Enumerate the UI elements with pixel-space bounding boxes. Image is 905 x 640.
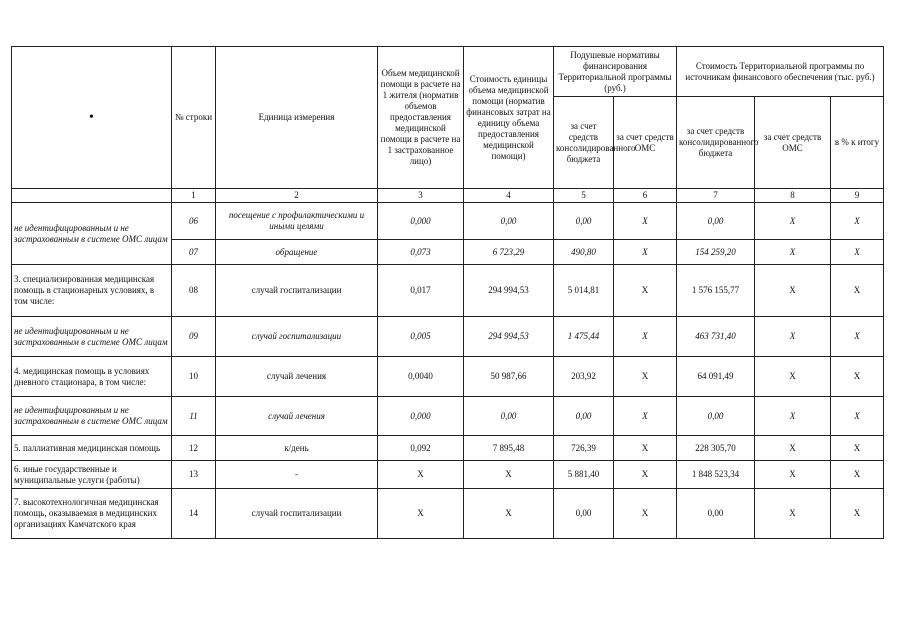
header-program-cost: Стоимость Территориальной программы по источникам финансового обеспечения (тыс. руб.) — [677, 47, 884, 97]
header-sub-oms-2: за счет средств ОМС — [755, 97, 831, 189]
header-dot: • — [89, 109, 94, 125]
table-row — [12, 317, 884, 357]
cell-pr-oms: X — [755, 436, 831, 461]
cell-pc-budget: 0,00 — [554, 489, 614, 539]
cell-cost: 294 994,53 — [464, 317, 554, 357]
row-label: 6. иные государственные и муниципальные услуги (работы) — [12, 461, 172, 489]
row-label: 3. специализированная медицинская помощь в стационарных условиях, в том числе: — [12, 265, 172, 317]
cell-pr-budget: 1 848 523,34 — [677, 461, 755, 489]
cell-pr-oms: X — [755, 240, 831, 265]
cell-volume: 0,005 — [378, 317, 464, 357]
row-label: 5. паллиативная медицинская помощь — [12, 436, 172, 461]
cell-pr-oms: X — [755, 317, 831, 357]
cell-pr-oms: X — [755, 203, 831, 240]
col-number: 8 — [755, 189, 831, 203]
cell-pct: X — [831, 397, 884, 436]
cell-cost: 0,00 — [464, 397, 554, 436]
cell-pr-oms: X — [755, 265, 831, 317]
cell-pr-budget: 463 731,40 — [677, 317, 755, 357]
cell-cost: X — [464, 489, 554, 539]
cell-pct: X — [831, 203, 884, 240]
cell-no: 13 — [172, 461, 216, 489]
cell-volume: 0,017 — [378, 265, 464, 317]
cell-pc-oms: X — [614, 240, 677, 265]
header-per-capita: Подушевые нормативы финансирования Территориальной программы (руб.) — [554, 47, 677, 97]
cell-pct: X — [831, 265, 884, 317]
cell-cost: 0,00 — [464, 203, 554, 240]
cell-cost: 50 987,66 — [464, 357, 554, 397]
table-row — [12, 489, 884, 539]
header-row-no: № строки — [172, 47, 216, 189]
cell-pct: X — [831, 461, 884, 489]
cell-unit: к/день — [216, 436, 378, 461]
cell-unit: случай лечения — [216, 357, 378, 397]
table-row — [12, 397, 884, 436]
cell-cost: X — [464, 461, 554, 489]
header-unit: Единица измерения — [216, 47, 378, 189]
cell-pct: X — [831, 489, 884, 539]
cell-pr-budget: 1 576 155,77 — [677, 265, 755, 317]
cell-pr-budget: 64 091,49 — [677, 357, 755, 397]
header-sub-oms: за счет средств ОМС — [614, 97, 677, 189]
col-number-blank — [12, 189, 172, 203]
cell-pc-budget: 726,39 — [554, 436, 614, 461]
cell-pr-budget: 0,00 — [677, 203, 755, 240]
cell-pc-oms: X — [614, 317, 677, 357]
header-sub-budget: за счет средств консолидированного бюджета — [554, 97, 614, 189]
row-label: не идентифицированным и не застрахованным в системе ОМС лицам — [12, 317, 172, 357]
table-row — [12, 203, 884, 240]
header-volume: Объем медицинской помощи в расчете на 1 жителя (норматив объемов предоставления медицинской помощи в расчете на 1 застрахованное лицо) — [378, 47, 464, 189]
cell-volume: 0,0040 — [378, 357, 464, 397]
col-number: 5 — [554, 189, 614, 203]
header-blank-cell — [12, 47, 172, 189]
col-number: 6 — [614, 189, 677, 203]
row-label: 4. медицинская помощь в условиях дневного стационара, в том числе: — [12, 357, 172, 397]
col-number: 2 — [216, 189, 378, 203]
cell-unit: случай госпитализации — [216, 265, 378, 317]
cell-cost: 7 895,48 — [464, 436, 554, 461]
cell-pc-oms: X — [614, 357, 677, 397]
cell-cost: 6 723,29 — [464, 240, 554, 265]
cell-pct: X — [831, 357, 884, 397]
cell-pc-oms: X — [614, 436, 677, 461]
cell-pr-oms: X — [755, 397, 831, 436]
cell-pr-budget: 0,00 — [677, 397, 755, 436]
cell-no: 11 — [172, 397, 216, 436]
cell-no: 14 — [172, 489, 216, 539]
territorial-program-table — [11, 46, 884, 539]
cell-pc-oms: X — [614, 265, 677, 317]
col-number: 9 — [831, 189, 884, 203]
cell-pc-oms: X — [614, 461, 677, 489]
cell-unit: - — [216, 461, 378, 489]
cell-pc-budget: 5 014,81 — [554, 265, 614, 317]
row-label: 7. высокотехнологичная медицинская помощь, оказываемая в медицинских организациях Камчатского края — [12, 489, 172, 539]
cell-pc-oms: X — [614, 489, 677, 539]
cell-volume: 0,000 — [378, 203, 464, 240]
column-numbers-row — [12, 189, 884, 203]
cell-volume: X — [378, 461, 464, 489]
header-sub-budget-2: за счет средств консолидированного бюджета — [677, 97, 755, 189]
cell-pr-oms: X — [755, 461, 831, 489]
cell-volume: 0,073 — [378, 240, 464, 265]
cell-pc-oms: X — [614, 397, 677, 436]
cell-pr-oms: X — [755, 357, 831, 397]
table-row — [12, 461, 884, 489]
cell-no: 09 — [172, 317, 216, 357]
cell-pr-budget: 0,00 — [677, 489, 755, 539]
col-number: 1 — [172, 189, 216, 203]
cell-pc-budget: 203,92 — [554, 357, 614, 397]
row-label: не идентифицированным и не застрахованным в системе ОМС лицам — [12, 397, 172, 436]
cell-pr-oms: X — [755, 489, 831, 539]
col-number: 7 — [677, 189, 755, 203]
row-label: не идентифицированным и не застрахованным в системе ОМС лицам — [12, 203, 172, 265]
table-row — [12, 436, 884, 461]
cell-no: 08 — [172, 265, 216, 317]
cell-pc-budget: 1 475,44 — [554, 317, 614, 357]
cell-pc-budget: 490,80 — [554, 240, 614, 265]
cell-volume: 0,092 — [378, 436, 464, 461]
cell-unit: случай госпитализации — [216, 317, 378, 357]
cell-cost: 294 994,53 — [464, 265, 554, 317]
cell-pc-budget: 0,00 — [554, 397, 614, 436]
cell-pr-budget: 228 305,70 — [677, 436, 755, 461]
cell-no: 10 — [172, 357, 216, 397]
cell-pc-budget: 0,00 — [554, 203, 614, 240]
cell-pc-budget: 5 881,40 — [554, 461, 614, 489]
cell-unit: посещение с профилактическими и иными целями — [216, 203, 378, 240]
cell-pr-budget: 154 259,20 — [677, 240, 755, 265]
cell-pct: X — [831, 436, 884, 461]
table-row — [12, 265, 884, 317]
col-number: 3 — [378, 189, 464, 203]
cell-volume: X — [378, 489, 464, 539]
col-number: 4 — [464, 189, 554, 203]
cell-pc-oms: X — [614, 203, 677, 240]
cell-no: 12 — [172, 436, 216, 461]
cell-pct: X — [831, 240, 884, 265]
cell-no: 06 — [172, 203, 216, 240]
header-sub-pct: в % к итогу — [831, 97, 884, 189]
cell-volume: 0,000 — [378, 397, 464, 436]
table-row — [12, 357, 884, 397]
header-cost: Стоимость единицы объема медицинской помощи (норматив финансовых затрат на единицу объема предоставления медицинской помощи) — [464, 47, 554, 189]
cell-unit: обращение — [216, 240, 378, 265]
cell-no: 07 — [172, 240, 216, 265]
cell-unit: случай лечения — [216, 397, 378, 436]
cell-unit: случай госпитализации — [216, 489, 378, 539]
cell-pct: X — [831, 317, 884, 357]
